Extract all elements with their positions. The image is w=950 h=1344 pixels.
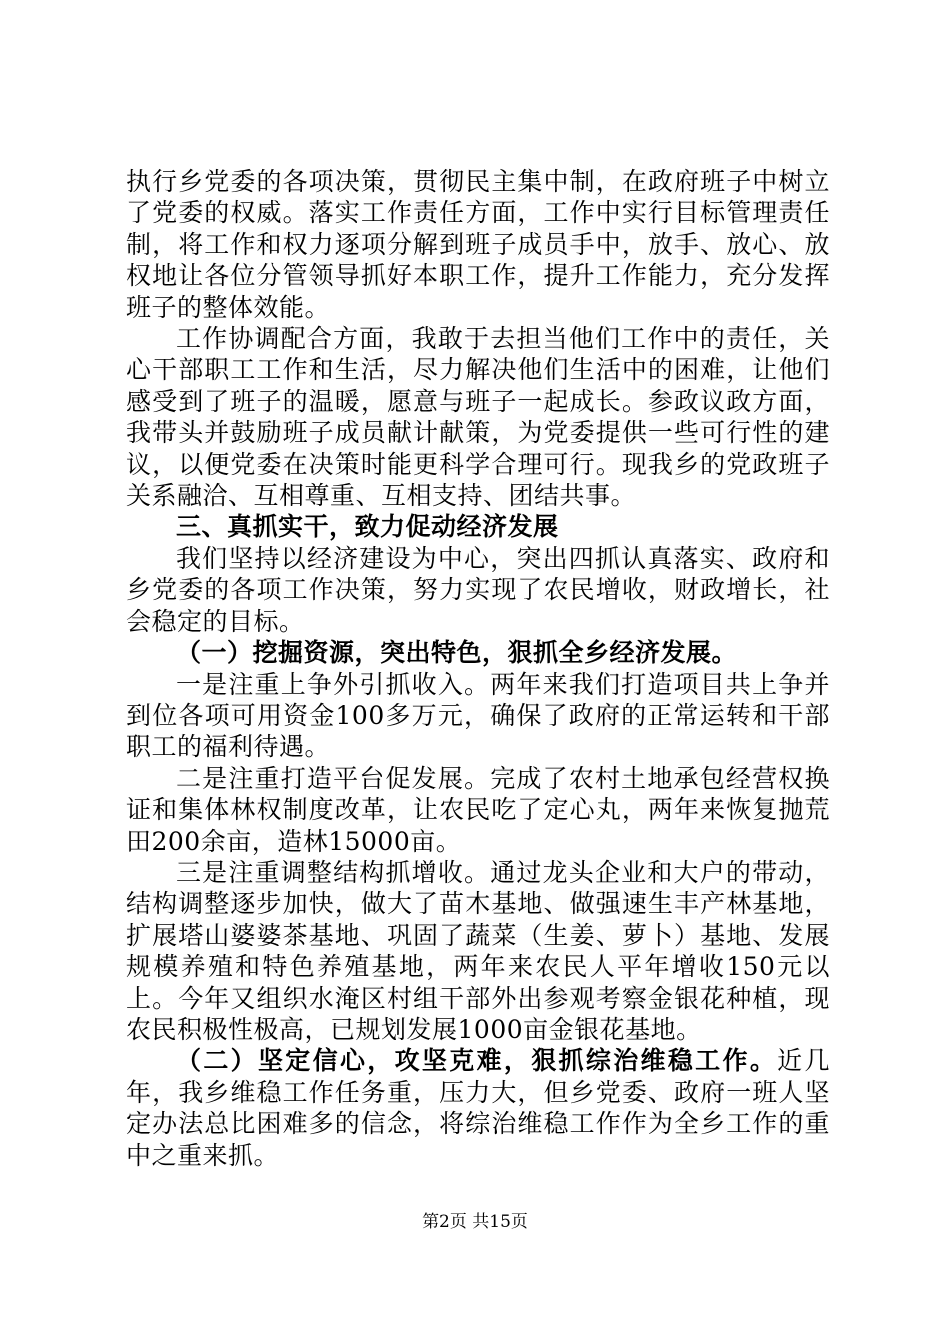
subsection-heading-1: （一）挖掘资源，突出特色，狠抓全乡经济发展。 — [176, 638, 738, 668]
paragraph-1: 执行乡党委的各项决策，贯彻民主集中制，在政府班子中树立了党委的权威。落实工作责任方面，工作中实行目标管理责任制，将工作和权力逐项分解到班子成员手中，放手、放心、放权地让各位分管领导抓好本职工作，提升工作能力，充分发挥班子的整体效能。 — [126, 167, 830, 322]
paragraph-5: 一是注重上争外引抓收入。两年来我们打造项目共上争并到位各项可用资金100多万元，确保了政府的正常运转和干部职工的福利待遇。 — [126, 669, 830, 762]
paragraph-7: 三是注重调整结构抓增收。通过龙头企业和大户的带动，结构调整逐步加快，做大了苗木基地、做强速生丰产林基地，扩展塔山婆婆茶基地、巩固了蔬菜（生姜、萝卜）基地、发展规模养殖和特色养殖基地，两年来农民人平年增收150元以上。今年又组织水淹区村组干部外出参观考察金银花种植，现农民积极性极高，已规划发展1000亩金银花基地。 — [126, 857, 830, 1044]
document-body — [126, 166, 830, 1171]
paragraph-8 — [126, 1045, 830, 1171]
subsection-heading-2: （二）坚定信心，攻坚克难，狠抓综治维稳工作。 — [176, 1046, 778, 1076]
paragraph-2: 工作协调配合方面，我敢于去担当他们工作中的责任，关心干部职工工作和生活，尽力解决他们生活中的困难，让他们感受到了班子的温暖，愿意与班子一起成长。参政议政方面，我带头并鼓励班子成员献计献策，为党委提供一些可行性的建议，以便党委在决策时能更科学合理可行。现我乡的党政班子关系融洽、互相尊重、互相支持、团结共事。 — [126, 324, 830, 511]
paragraph-8-text: 近几年，我乡维稳工作任务重，压力大，但乡党委、政府一班人坚定办法总比困难多的信念，将综治维稳工作作为全乡工作的重中之重来抓。 — [126, 1046, 830, 1170]
section-heading-3: 三、真抓实干，致力促动经济发展 — [176, 512, 559, 542]
paragraph-4: 我们坚持以经济建设为中心，突出四抓认真落实、政府和乡党委的各项工作决策，努力实现了农民增收，财政增长，社会稳定的目标。 — [126, 543, 830, 636]
page-footer: 第2页 共15页 — [422, 1212, 528, 1232]
paragraph-6: 二是注重打造平台促发展。完成了农村土地承包经营权换证和集体林权制度改革，让农民吃了定心丸，两年来恢复抛荒田200余亩，造林15000亩。 — [126, 763, 830, 856]
